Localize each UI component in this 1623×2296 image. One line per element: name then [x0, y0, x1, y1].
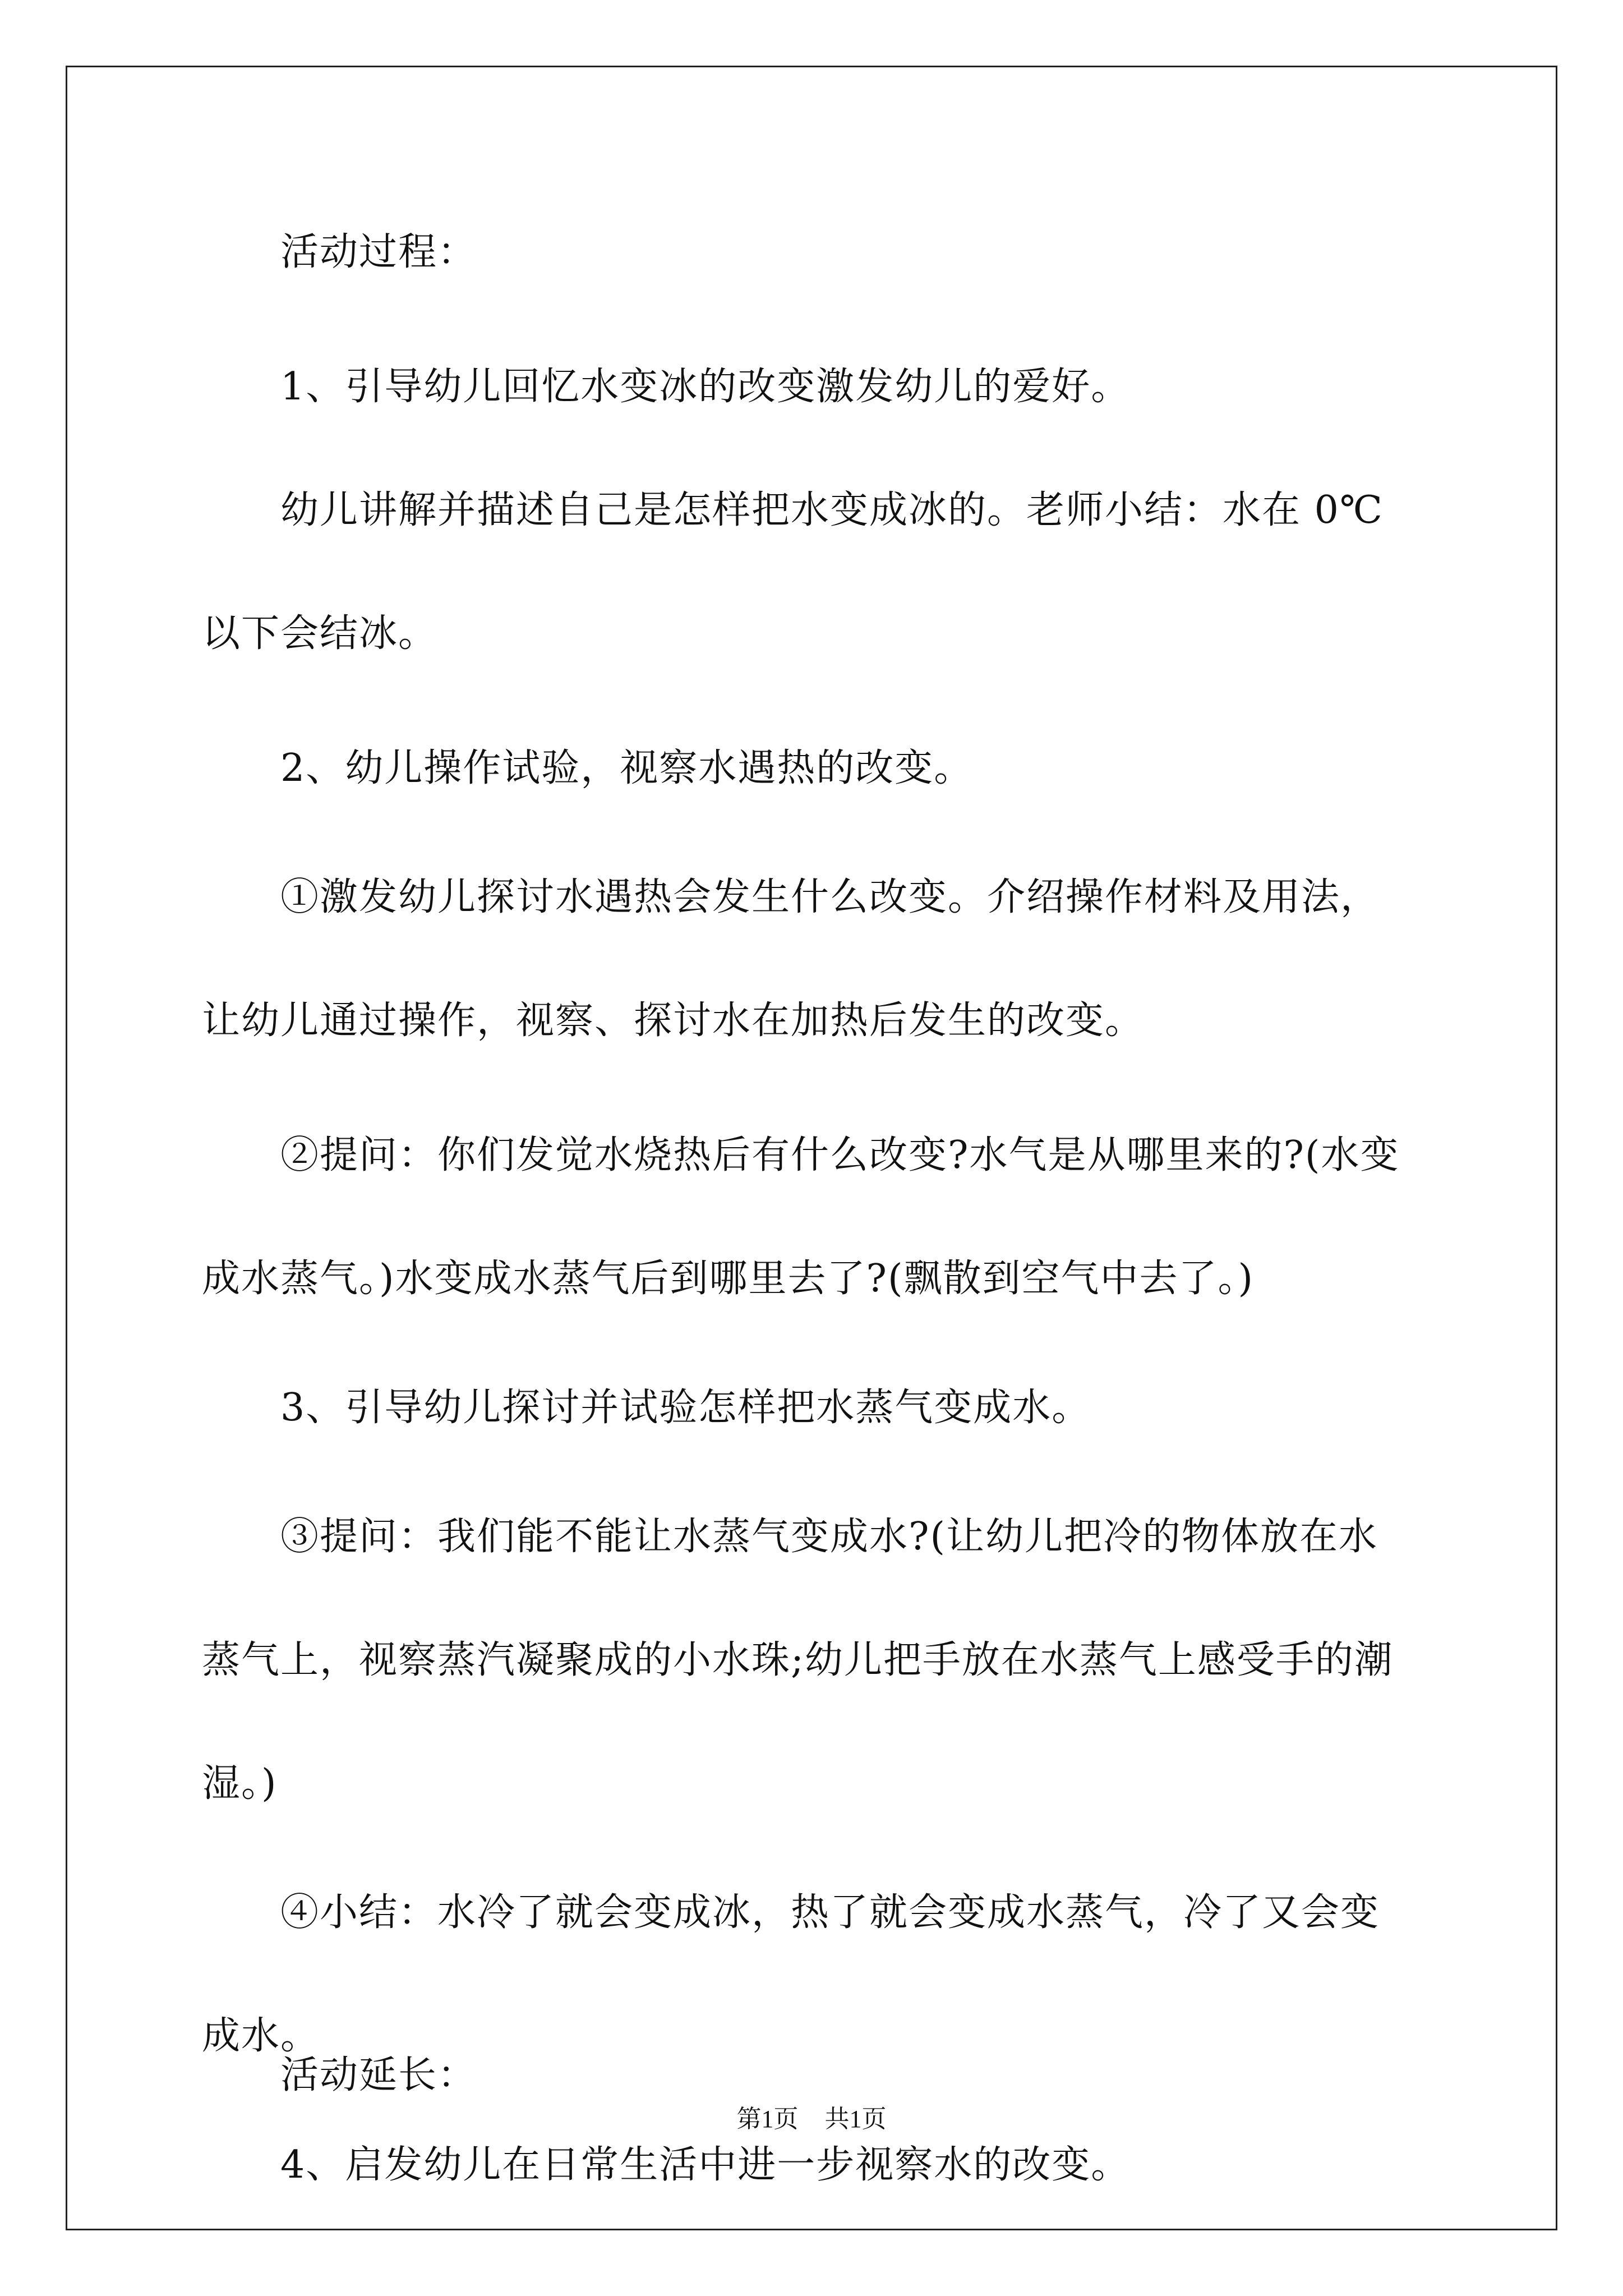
paragraph-line: ③提问：我们能不能让水蒸气变成水?(让幼儿把冷的物体放在水	[280, 1515, 1378, 1559]
paragraph-line: 1、引导幼儿回忆水变冰的改变激发幼儿的爱好。	[280, 365, 1131, 409]
paragraph-line: 以下会结冰。	[202, 611, 438, 656]
paragraph-line: ①激发幼儿探讨水遇热会发生什么改变。介绍操作材料及用法，	[280, 875, 1380, 919]
paragraph-line: 2、幼儿操作试验，视察水遇热的改变。	[280, 746, 974, 790]
page-number-current: 第1页	[736, 2105, 799, 2133]
page-footer	[0, 2104, 1623, 2135]
paragraph-line: 成水。	[202, 2014, 320, 2058]
paragraph-line: 幼儿讲解并描述自己是怎样把水变成冰的。老师小结：水在 0℃	[280, 488, 1384, 532]
section-heading-extension: 活动延长：	[280, 2053, 477, 2097]
paragraph-line: ④小结：水冷了就会变成冰，热了就会变成水蒸气，冷了又会变	[280, 1890, 1380, 1935]
paragraph-line: ②提问：你们发觉水烧热后有什么改变?水气是从哪里来的?(水变	[280, 1133, 1400, 1177]
paragraph-line: 蒸气上，视察蒸汽凝聚成的小水珠;幼儿把手放在水蒸气上感受手的潮	[202, 1638, 1394, 1682]
paragraph-line: 3、引导幼儿探讨并试验怎样把水蒸气变成水。	[280, 1386, 1091, 1430]
paragraph-line: 让幼儿通过操作，视察、探讨水在加热后发生的改变。	[202, 999, 1145, 1043]
paragraph-line: 湿。)	[202, 1761, 278, 1806]
page-number-total: 共1页	[824, 2105, 887, 2133]
section-heading-process: 活动过程：	[280, 230, 477, 274]
paragraph-line: 4、启发幼儿在日常生活中进一步视察水的改变。	[280, 2143, 1131, 2187]
paragraph-line: 成水蒸气。)水变成水蒸气后到哪里去了?(飘散到空气中去了。)	[202, 1257, 1255, 1301]
